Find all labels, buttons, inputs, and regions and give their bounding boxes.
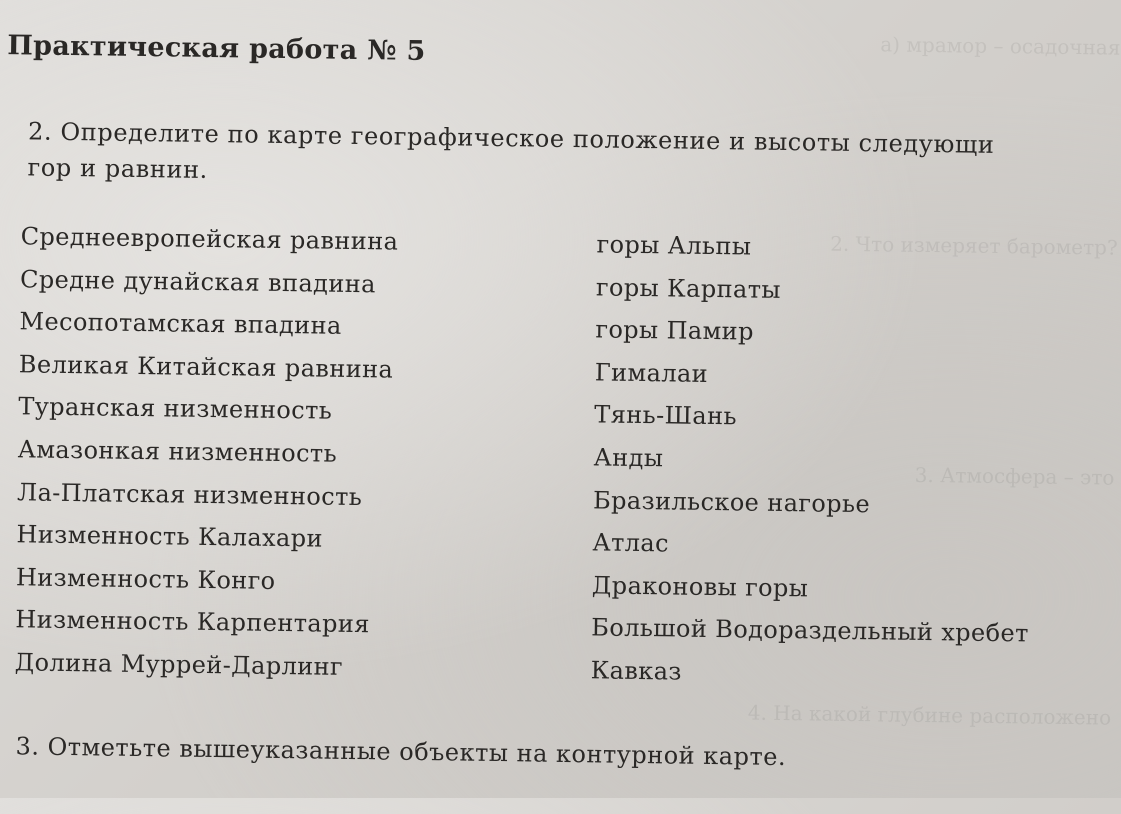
list-item: Гималаи <box>594 358 709 388</box>
list-item: Низменность Карпентария <box>15 605 370 639</box>
list-item: горы Карпаты <box>595 272 782 304</box>
list-item: Низменность Конго <box>15 563 276 595</box>
list-item: Долина Муррей-Дарлинг <box>14 648 344 681</box>
list-item: горы Альпы <box>596 230 752 261</box>
list-item: Амазонкая низменность <box>17 435 338 468</box>
task-2-line-1: 2. Определите по карте географическое положение и высоты следующи <box>27 117 995 159</box>
list-item: Атлас <box>592 528 670 558</box>
list-item: Ла-Платская низменность <box>16 477 363 511</box>
bleed-through-text: 4. На какой глубине расположено <box>747 700 1112 730</box>
bleed-through-text: а) мрамор – осадочная <box>880 32 1121 60</box>
bleed-through-text: 3. Атмосфера – это <box>914 462 1115 490</box>
task-3-text: 3. Отметьте вышеуказанные объекты на контурной карте. <box>15 732 787 772</box>
task-2-text <box>27 113 1121 201</box>
list-item: Тянь-Шань <box>594 400 738 431</box>
list-item: Великая Китайская равнина <box>18 350 394 384</box>
list-item: Кавказ <box>590 656 683 686</box>
list-item: Большой Водораздельный хребет <box>591 613 1029 648</box>
list-item: Бразильское нагорье <box>592 485 871 518</box>
list-item: Средне дунайская впадина <box>19 264 377 298</box>
page-title: Практическая работа № 5 <box>7 30 426 67</box>
plains-list <box>14 215 398 689</box>
bleed-through-text: 2. Что измеряет барометр? <box>830 231 1118 260</box>
task-2-line-2: гор и равнин. <box>27 153 209 184</box>
list-item: Среднеевропейская равнина <box>20 222 399 256</box>
list-item: Низменность Калахари <box>16 520 324 553</box>
list-item: Анды <box>593 443 664 473</box>
list-item: Туранская низменность <box>18 392 333 426</box>
mountains-list <box>590 223 1034 698</box>
list-item: Месопотамская впадина <box>19 307 342 340</box>
list-item: горы Памир <box>595 315 755 346</box>
list-item: Драконовы горы <box>591 571 809 603</box>
